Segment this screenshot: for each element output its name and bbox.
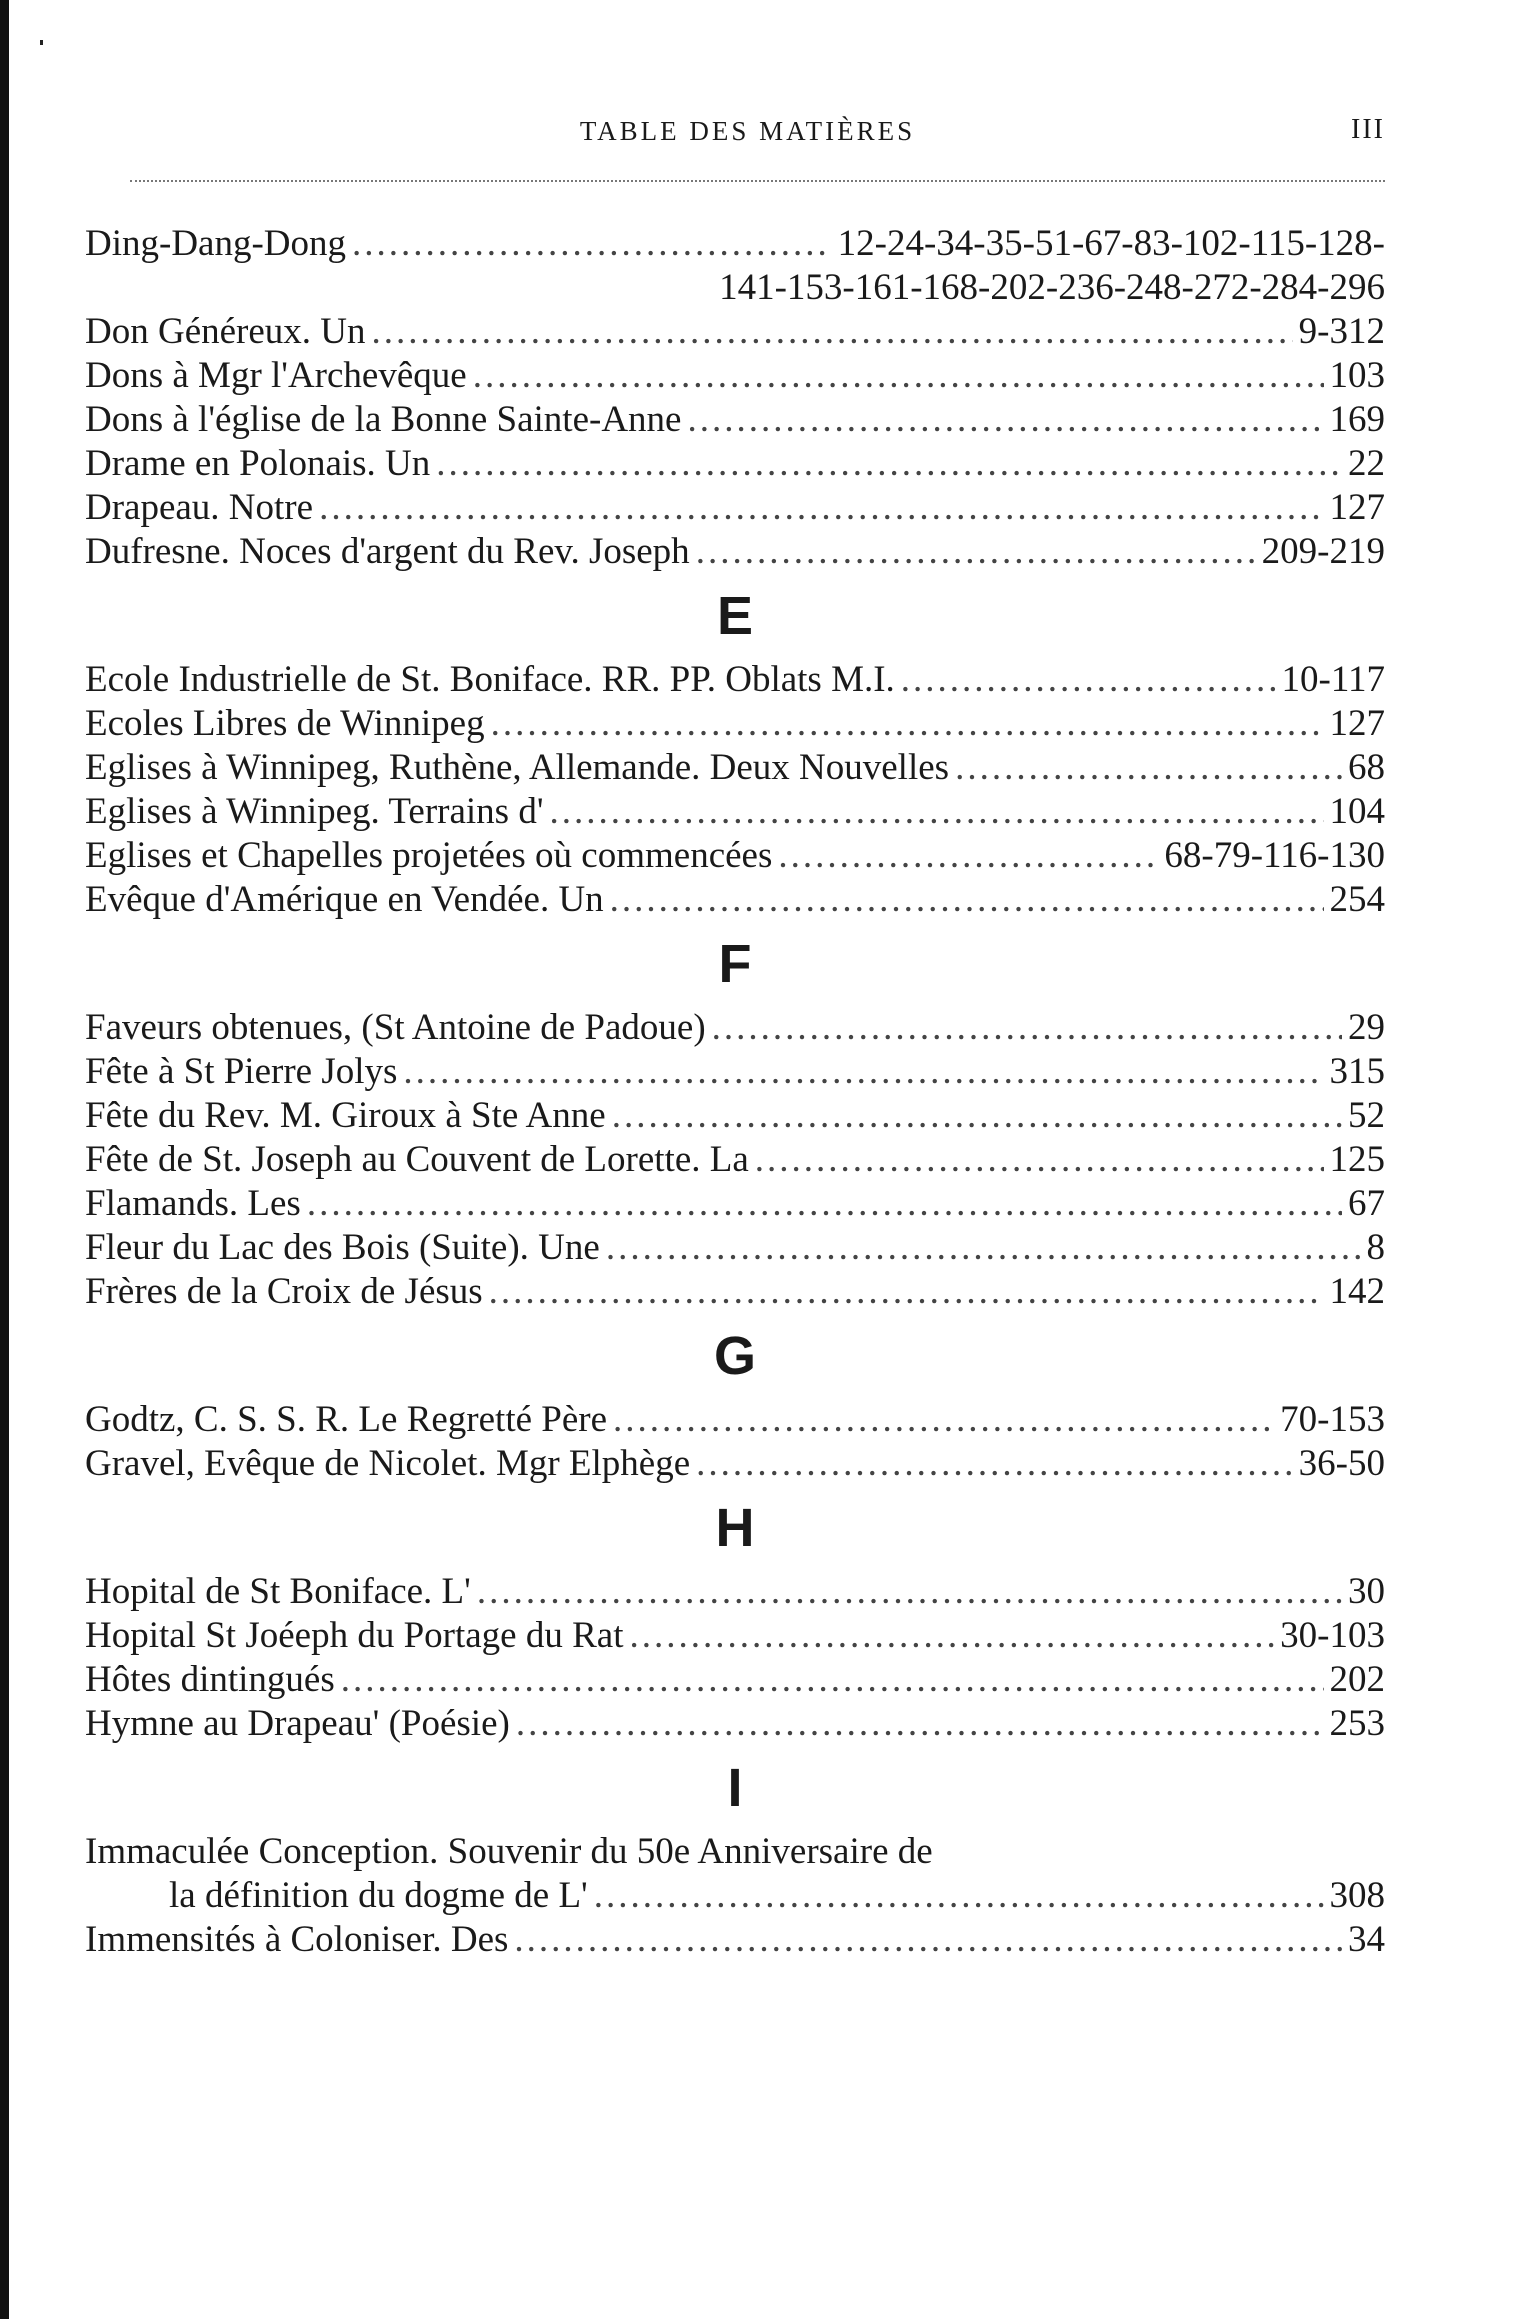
entry-title: Hopital de St Boniface. L' (85, 1571, 471, 1612)
entry-title: Fête à St Pierre Jolys (85, 1051, 398, 1092)
entry-pages: 67 (1348, 1183, 1385, 1224)
entry-title: Eglises à Winnipeg, Ruthène, Allemande. Deux Nouvelles (85, 747, 950, 788)
entry-title: Drame en Polonais. Un (85, 443, 431, 484)
section-g (85, 1398, 1385, 1486)
page-header (110, 108, 1385, 158)
entry-pages: 104 (1329, 791, 1385, 832)
dot-leader (606, 1226, 1361, 1270)
entry-pages: 308 (1329, 1875, 1385, 1916)
entry-pages: 254 (1329, 879, 1385, 920)
entry-title: Hôtes dintingués (85, 1659, 335, 1700)
entry-pages: 22 (1348, 443, 1385, 484)
entry-pages: 30-103 (1280, 1615, 1385, 1656)
entry-pages: 68 (1348, 747, 1385, 788)
entry-pages: 68-79-116-130 (1164, 835, 1385, 876)
entry-pages: 315 (1329, 1051, 1385, 1092)
entry-title: Godtz, C. S. S. R. Le Regretté Père (85, 1399, 608, 1440)
entry-pages: 10-117 (1281, 659, 1385, 700)
index-entry (85, 1094, 1385, 1138)
entry-pages: 142 (1329, 1271, 1385, 1312)
index-entry (85, 1658, 1385, 1702)
index-entry (85, 1874, 1385, 1918)
index-entry (85, 1006, 1385, 1050)
dot-leader (477, 1570, 1342, 1614)
index-entry (85, 1570, 1385, 1614)
index-entry (85, 1918, 1385, 1962)
dot-leader (491, 702, 1324, 746)
index-entry (85, 878, 1385, 922)
entry-pages: 127 (1329, 703, 1385, 744)
dot-leader (901, 658, 1276, 702)
index-entry (85, 1398, 1385, 1442)
dot-leader (489, 1270, 1324, 1314)
section-d (85, 222, 1385, 574)
section-letter-i: I (727, 1758, 743, 1818)
dot-leader (594, 1874, 1324, 1918)
dot-leader (755, 1138, 1324, 1182)
entry-pages: 70-153 (1280, 1399, 1385, 1440)
index-entry (85, 1702, 1385, 1746)
dot-leader (610, 878, 1324, 922)
section-letter-h: H (715, 1498, 755, 1558)
entry-title: Ecole Industrielle de St. Boniface. RR. PP. Oblats M.I. (85, 659, 895, 700)
index-entry (85, 1442, 1385, 1486)
entry-pages: 36-50 (1298, 1443, 1385, 1484)
dot-leader (341, 1658, 1324, 1702)
entry-pages: 169 (1329, 399, 1385, 440)
entry-pages: 209-219 (1261, 531, 1385, 572)
print-speck (40, 40, 43, 45)
index-entry (85, 486, 1385, 530)
dot-leader (955, 746, 1342, 790)
entry-pages: 8 (1366, 1227, 1385, 1268)
header-rule (130, 180, 1385, 182)
dot-leader (473, 354, 1324, 398)
entry-pages: 103 (1329, 355, 1385, 396)
entry-pages: 202 (1329, 1659, 1385, 1700)
entry-title: Flamands. Les (85, 1183, 301, 1224)
dot-leader (307, 1182, 1342, 1226)
entry-title: Immaculée Conception. Souvenir du 50e Anniversaire de (85, 1831, 933, 1872)
index-list (85, 222, 1385, 1962)
index-entry (85, 222, 1385, 266)
entry-title: Dufresne. Noces d'argent du Rev. Joseph (85, 531, 690, 572)
entry-pages: 34 (1348, 1919, 1385, 1960)
index-entry (85, 442, 1385, 486)
dot-leader (550, 790, 1324, 834)
page-number: III (1351, 114, 1385, 145)
index-entry (85, 702, 1385, 746)
entry-pages: 127 (1329, 487, 1385, 528)
section-letter-g: G (713, 1326, 756, 1386)
entry-title: Eglises et Chapelles projetées où commencées (85, 835, 773, 876)
section-h (85, 1570, 1385, 1746)
index-entry (85, 790, 1385, 834)
entry-pages: 29 (1348, 1007, 1385, 1048)
entry-title: Don Généreux. Un (85, 311, 366, 352)
entry-title: Hymne au Drapeau' (Poésie) (85, 1703, 510, 1744)
section-letter-e: E (716, 586, 754, 646)
index-entry (85, 354, 1385, 398)
entry-pages: 253 (1329, 1703, 1385, 1744)
entry-title: Evêque d'Amérique en Vendée. Un (85, 879, 604, 920)
entry-title: Drapeau. Notre (85, 487, 314, 528)
section-letter-f: F (718, 934, 752, 994)
entry-pages: 12-24-34-35-51-67-83-102-115-128- (837, 223, 1385, 264)
entry-pages: 9-312 (1298, 311, 1385, 352)
index-entry (85, 530, 1385, 574)
entry-title: Frères de la Croix de Jésus (85, 1271, 483, 1312)
section-i (85, 1830, 1385, 1962)
dot-leader (778, 834, 1158, 878)
index-entry (85, 834, 1385, 878)
entry-title: Eglises à Winnipeg. Terrains d' (85, 791, 544, 832)
entry-pages-continued: 141-153-161-168-202-236-248-272-284-296 (719, 267, 1385, 308)
entry-title: Dons à l'église de la Bonne Sainte-Anne (85, 399, 682, 440)
dot-leader (516, 1702, 1324, 1746)
entry-title: Dons à Mgr l'Archevêque (85, 355, 467, 396)
entry-title: Fête du Rev. M. Giroux à Ste Anne (85, 1095, 606, 1136)
entry-title: Faveurs obtenues, (St Antoine de Padoue) (85, 1007, 706, 1048)
dot-leader (436, 442, 1342, 486)
index-entry (85, 1050, 1385, 1094)
entry-title: Fête de St. Joseph au Couvent de Lorette. La (85, 1139, 749, 1180)
entry-title: Hopital St Joéeph du Portage du Rat (85, 1615, 624, 1656)
dot-leader (352, 222, 832, 266)
entry-title: Immensités à Coloniser. Des (85, 1919, 509, 1960)
dot-leader (613, 1398, 1274, 1442)
entry-title: Ding-Dang-Dong (85, 223, 347, 264)
dot-leader (612, 1094, 1342, 1138)
dot-leader (712, 1006, 1342, 1050)
index-entry (85, 1182, 1385, 1226)
running-title: TABLE DES MATIÈRES (579, 116, 916, 146)
index-entry (85, 1138, 1385, 1182)
index-entry (85, 746, 1385, 790)
index-entry (85, 658, 1385, 702)
index-entry (85, 398, 1385, 442)
dot-leader (696, 1442, 1293, 1486)
entry-pages: 30 (1348, 1571, 1385, 1612)
dot-leader (630, 1614, 1275, 1658)
dot-leader (687, 398, 1323, 442)
index-entry (85, 1226, 1385, 1270)
index-entry (85, 1270, 1385, 1314)
dot-leader (514, 1918, 1342, 1962)
index-entry (85, 1614, 1385, 1658)
entry-pages: 52 (1348, 1095, 1385, 1136)
binding-edge (0, 0, 9, 2319)
dot-leader (403, 1050, 1323, 1094)
index-entry (85, 310, 1385, 354)
dot-leader (319, 486, 1323, 530)
entry-pages: 125 (1329, 1139, 1385, 1180)
entry-title: Ecoles Libres de Winnipeg (85, 703, 485, 744)
entry-title-continued: la définition du dogme de L' (169, 1875, 588, 1916)
dot-leader (696, 530, 1256, 574)
section-f (85, 1006, 1385, 1314)
section-e (85, 658, 1385, 922)
dot-leader (372, 310, 1293, 354)
entry-title: Fleur du Lac des Bois (Suite). Une (85, 1227, 600, 1268)
entry-title: Gravel, Evêque de Nicolet. Mgr Elphège (85, 1443, 691, 1484)
